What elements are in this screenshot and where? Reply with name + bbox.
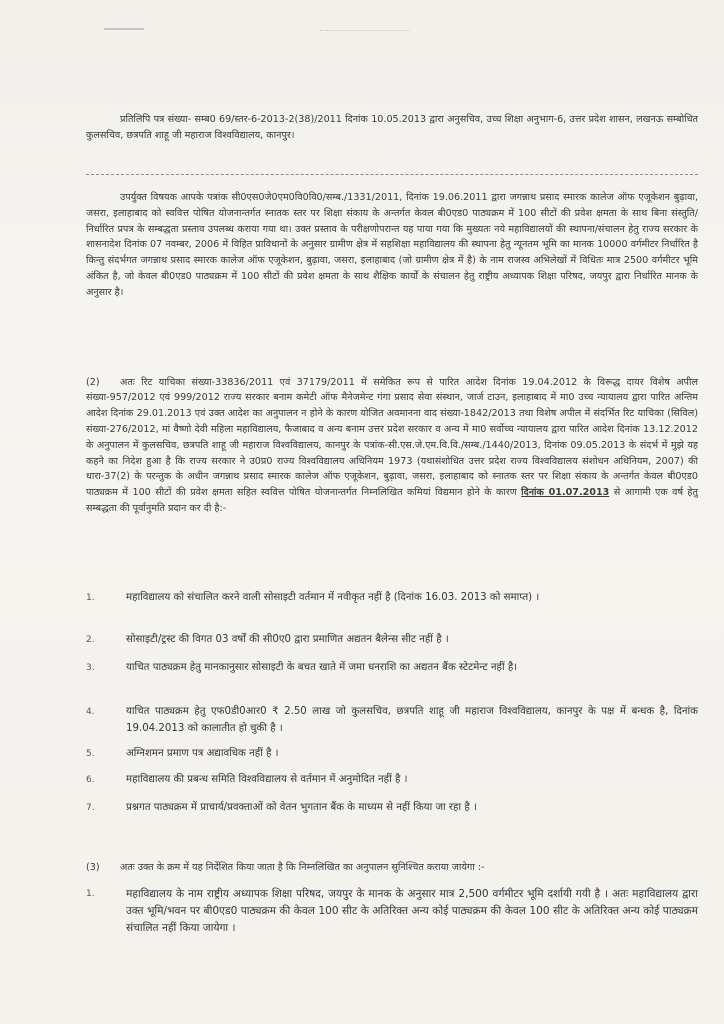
paragraph-3-text: अतः उक्त के क्रम में यह निर्देशित किया जाता है कि निम्नलिखित का अनुपालन सुनिश्चित कराया जायेगा :- — [120, 861, 485, 873]
paragraph-2-text: अतः रिट याचिका संख्या-33836/2011 एवं 37179/2011 में समेकित रूप से पारित आदेश दिनांक 19.04.2012 के विरूद्ध दायर विशेष अपील संख्या-957/2012 एवं 999/2012 राज्य सरकार बनाम कमेटी ऑफ मैनेजमेन्ट गंगा प्रसाद सेवा संस्थान, जार्ज टाउन, इलाहाबाद में मा0 उच्च न्यायालय द्वारा पारित अन्तिम आदेश दिनांक 29.01.2013 एवं उक्त आदेश का अनुपालन न होने के कारण योजित अवमानना वाद संख्या-1842/2013 तथा विशेष अपील में संदर्भित रिट याचिका (सिविल) संख्या-276/2012, मां वैष्णो देवी महिला महाविद्यालय, फैजाबाद व अन्य बनाम उत्तर प्रदेश सरकार व अन्य में मा0 सर्वोच्च न्यायालय द्वारा पारित आदेश दिनांक 13.12.2012 के अनुपालन में कुलसचिव, छत्रपति शाहू जी महाराज विश्वविद्यालय, कानपुर के पत्रांक-सी.एस.जे.एम.वि.वि./सम्ब./1440/2013, दिनांक 09.05.2013 के संदर्भ में मुझे यह कहने का निदेश हुआ है कि राज्य सरकार ने उ0प्र0 राज्य विश्वविद्यालय अधिनियम 1973 (यथासंशोधित उत्तर प्रदेश राज्य विश्वविद्यालय संशोधन अधिनियम, 2007) की धारा-37(2) के परन्तुक के अधीन जगन्नाथ प्रसाद स्मारक कालेज ऑफ एजूकेशन, बुढ़ावा, जसरा, इलाहाबाद को स्नातक स्तर पर शिक्षा संकाय के अन्तर्गत केवल बी0एड0 पाठ्यक्रम में 100 सीटों की प्रवेश क्षमता सहित स्ववित्त पोषित योजनान्तर्गत निम्नलिखित कमियां विद्यमान होने के कारण — [86, 376, 699, 499]
list-item — [86, 746, 698, 763]
paragraph-2-tail: से आगामी एक वर्ष हेतु सम्बद्धता की पूर्वानुमति प्रदान कर दी है:- — [86, 487, 698, 514]
paragraph-2-number: (2) — [86, 376, 100, 388]
list-item — [86, 886, 698, 937]
list-item-text: अग्निशमन प्रमाण पत्र अद्यावधिक नहीं है । — [126, 748, 279, 759]
paragraph-1: उपर्युक्त विषयक आपके पत्रांक सी0एस0जे0एम0वि0वि0/सम्ब./1331/2011, दिनांक 19.06.2011 द्वारा जगन्नाथ प्रसाद स्मारक कालेज ऑफ एजूकेशन बुढ़ावा, जसरा, इलाहाबाद को स्ववित्त पोषित योजनान्तर्गत स्नातक स्तर पर शिक्षा संकाय के अन्तर्गत केवल बी0एड0 पाठ्यक्रम में 100 सीटों की प्रवेश क्षमता के साथ बिना संस्तुति/निर्धारित प्रपत्र के सम्बद्धता प्रस्ताव उपलब्ध कराया गया था। उक्त प्रस्ताव के परीक्षणोपरान्त यह पाया गया कि मुख्यतः नये महाविद्यालयों की स्थापना/संचालन हेतु राज्य सरकार के शासनादेश दिनांक 07 नवम्बर, 2006 में विहित प्राविधानों के अनुसार ग्रामीण क्षेत्र में सहशिक्षा महाविद्यालय की स्थापना हेतु न्यूनतम भूमि का मानक 10000 वर्गमीटर निर्धारित है किन्तु संदर्भगत जगन्नाथ प्रसाद स्मारक कालेज ऑफ एजूकेशन, बुढ़ावा, जसरा, इलाहाबाद (जो ग्रामीण क्षेत्र में है) के नाम राजस्व अभिलेखों में विधितः मात्र 2500 वर्गमीटर भूमि अंकित है, जो केवल बी0एड0 पाठ्यक्रम में 100 सीटों की प्रवेश क्षमता के साथ शैक्षिक कार्यों के संचालन हेतु राष्ट्रीय अध्यापक शिक्षा परिषद, जयपुर द्वारा निर्धारित मानक के अनुसार है। — [86, 192, 698, 298]
list-item-text: याचित पाठ्यक्रम हेतु एफ0डी0आर0 ₹ 2.50 लाख जो कुलसचिव, छत्रपति शाहू जी महाराज विश्वविद्यालय, कानपुर के पक्ष में बन्धक है, दिनांक 19.04.2013 को कालातीत हो चुकी है । — [126, 706, 698, 734]
scan-artifact — [104, 28, 144, 40]
list-item-number: 3. — [86, 663, 95, 673]
list-item — [86, 704, 698, 737]
list-item-text: महाविद्यालय की प्रबन्ध समिति विश्वविद्यालय से वर्तमान में अनुमोदित नहीं है । — [126, 774, 408, 785]
list-item — [86, 660, 698, 677]
header-reference: प्रतिलिपि पत्र संख्या- सम्ब0 69/स्तर-6-2013-2(38)/2011 दिनांक 10.05.2013 द्वारा अनुसचिव, उच्च शिक्षा अनुभाग-6, उत्तर प्रदेश शासन, लखनऊ सम्बोधित कुलसचिव, छत्रपति शाहू जी महाराज विश्वविद्यालय, कानपुर। — [86, 114, 698, 141]
dashed-divider — [86, 174, 698, 175]
effective-date: दिनांक 01.07.2013 — [521, 487, 610, 499]
list-item-number: 1. — [86, 889, 95, 899]
list-item — [86, 632, 698, 649]
scan-artifact — [320, 30, 410, 37]
list-item-number: 4. — [86, 707, 95, 717]
list-item-number: 5. — [86, 749, 95, 759]
list-item-number: 6. — [86, 775, 95, 785]
list-item-text: महाविद्यालय के नाम राष्ट्रीय अध्यापक शिक्षा परिषद, जयपुर के मानक के अनुसार मात्र 2,500 वर्गमीटर भूमि दर्शायी गयी है । अतः महाविद्यालय द्वारा उक्त भूमि/भवन पर बी0एड0 पाठ्यक्रम की केवल 100 सीट के अतिरिक्त अन्य कोई पाठ्यक्रम की केवल 100 सीट के अतिरिक्त अन्य कोई पाठ्यक्रम संचालित नहीं किया जायेगा । — [126, 888, 698, 934]
list-item-text: सोसाइटी/ट्रस्ट की विगत 03 वर्षों की सी0ए0 द्वारा प्रमाणित अद्यतन बैलेन्स सीट नहीं है । — [126, 634, 449, 645]
paragraph-3 — [86, 860, 698, 876]
list-item-text: महाविद्यालय को संचालित करने वाली सोसाइटी वर्तमान में नवीकृत नहीं है (दिनांक 16.03. 2013 को समाप्त) । — [126, 592, 540, 603]
list-item-number: 1. — [86, 593, 95, 603]
paragraph-2 — [86, 375, 698, 517]
list-item — [86, 772, 698, 789]
list-item-text: याचित पाठ्यक्रम हेतु मानकानुसार सोसाइटी के बचत खाते में जमा धनराशि का अद्यतन बैंक स्टेटमेन्ट नहीं है। — [126, 662, 518, 673]
list-item-number: 7. — [86, 803, 95, 813]
list-item — [86, 590, 698, 607]
list-item — [86, 800, 698, 817]
paragraph-3-number: (3) — [86, 861, 100, 873]
list-item-text: प्रश्नगत पाठ्यक्रम में प्राचार्य/प्रवक्ताओं को वेतन भुगतान बैंक के माध्यम से नहीं किया जा रहा है । — [126, 802, 477, 813]
list-item-number: 2. — [86, 635, 95, 645]
